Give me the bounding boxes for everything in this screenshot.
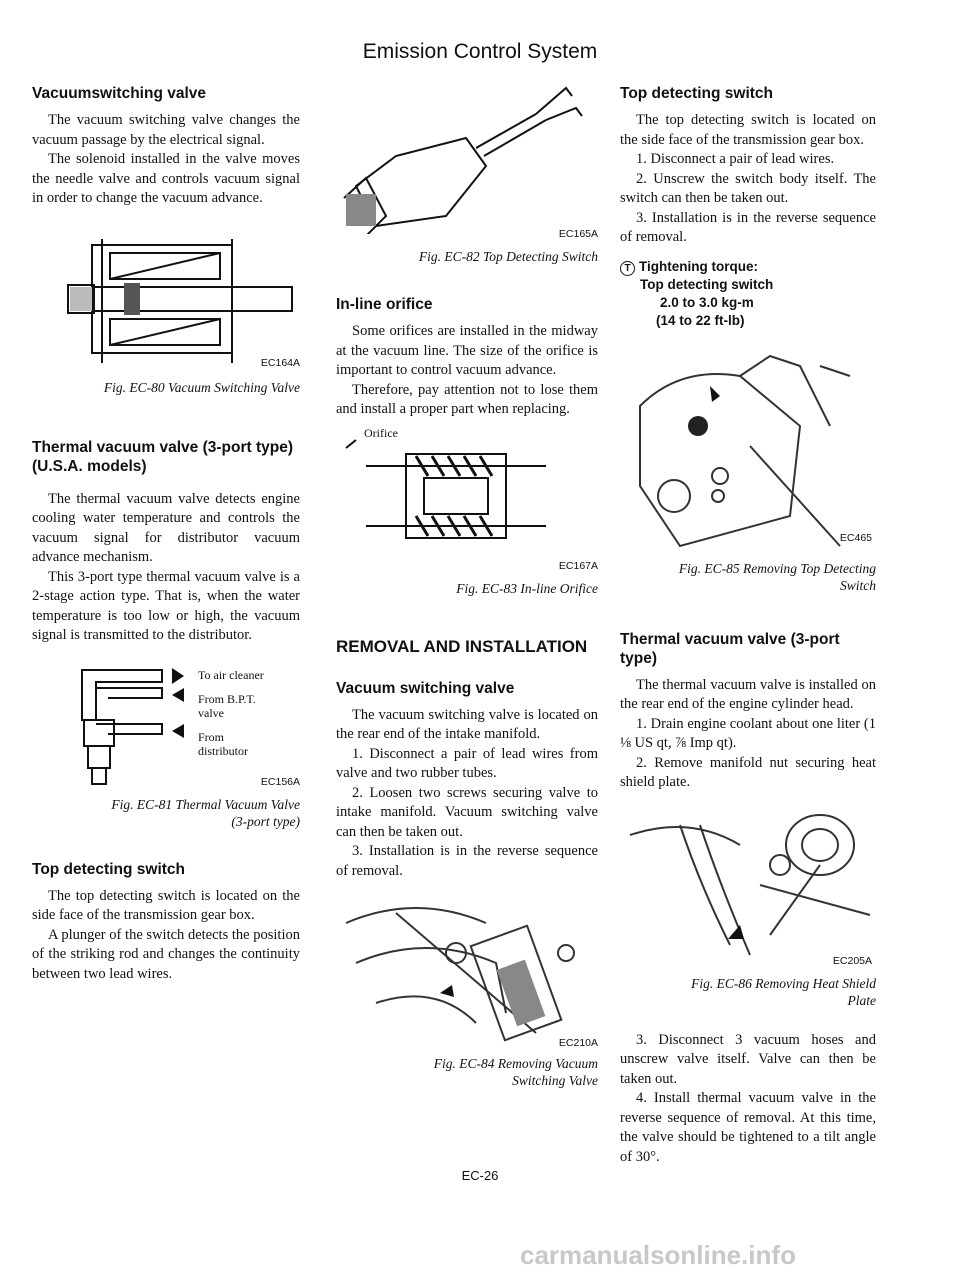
figure-caption-line-2: Plate (847, 992, 876, 1008)
paragraph: The top detecting switch is located on the side face of the transmission gear box. (32, 887, 300, 923)
heading-vacuum-switching-valve: Vacuum switching valve (336, 679, 515, 697)
step: 3. Installation is in the reverse sequence of removal. (620, 209, 876, 245)
heading-thermal-vacuum-valve: Thermal vacuum valve (3-port type) (620, 630, 840, 667)
step: 2. Unscrew the switch body itself. The switch can then be taken out. (620, 170, 876, 206)
paragraph: This 3-port type thermal vacuum valve is a 2-stage action type. That is, when the water temperature is too low or high, the vacuum signal is transmitted to the distributor. (32, 568, 300, 643)
figure-caption: Fig. EC-84 Removing Vacuum (433, 1056, 598, 1071)
figure-caption: Fig. EC-80 Vacuum Switching Valve (103, 379, 300, 395)
figure-code: EC210A (558, 1037, 598, 1049)
page-number: EC-26 (461, 1168, 499, 1183)
torque-icon: T (620, 261, 635, 276)
step: 1. Disconnect a pair of lead wires. (636, 151, 835, 167)
figure-ec85-photo (620, 346, 876, 558)
figure-ec81-diagram (32, 660, 300, 790)
figure-caption-line-2: Switching Valve (512, 1073, 598, 1088)
step: 2. Loosen two screws securing valve to intake manifold. Vacuum switching valve can then be taken out. (336, 784, 598, 840)
heading-removal-and-installation: REMOVAL AND INSTALLATION (336, 636, 588, 656)
figure-ec80-diagram (32, 235, 300, 369)
paragraph: The vacuum switching valve changes the vacuum passage by the electrical signal. (32, 112, 300, 148)
heading-thermal-vacuum-valve: Thermal vacuum valve (3-port type) (U.S.A. models) (32, 438, 293, 475)
figure-code: EC205A (832, 954, 872, 967)
heading-top-detecting-switch: Top detecting switch (620, 85, 773, 102)
step: 4. Install thermal vacuum valve in the reverse sequence of removal. At this time, the valve should be tightened to a tilt angle of 30°. (620, 1090, 876, 1165)
label-from-bpt-valve: From B.P.T. valve (198, 691, 256, 720)
column-2 (336, 76, 598, 1089)
figure-caption: Fig. EC-86 Removing Heat Shield (691, 975, 876, 991)
step: 1. Disconnect a pair of lead wires from valve and two rubber tubes. (336, 745, 598, 781)
column-3 (620, 84, 876, 1167)
figure-ec82-diagram (336, 76, 598, 240)
torque-title: T Tightening torque: (620, 258, 876, 276)
label-from-distributor: From distributor (198, 729, 248, 758)
watermark: carmanualsonline.info (520, 1240, 796, 1270)
torque-value: 2.0 to 3.0 kg-m (660, 294, 754, 310)
torque-value-imperial: (14 to 22 ft-lb) (656, 312, 745, 328)
paragraph: The thermal vacuum valve is installed on the rear end of the engine cylinder head. (620, 676, 876, 712)
figure-code: EC465 (839, 531, 872, 544)
figure-caption: Fig. EC-83 In-line Orifice (456, 580, 598, 596)
label-to-air-cleaner: To air cleaner (198, 667, 264, 682)
step: 2. Remove manifold nut securing heat shield plate. (620, 754, 876, 790)
label-orifice: Orifice (364, 425, 398, 440)
step: 1. Drain engine coolant about one liter (1 ⅛ US qt, ⅞ Imp qt). (620, 715, 876, 751)
heading-top-detecting-switch: Top detecting switch (32, 860, 185, 878)
paragraph: A plunger of the switch detects the position of the striking rod and changes the continuity between two lead wires. (32, 926, 300, 982)
heading-in-line-orifice: In-line orifice (336, 296, 433, 313)
figure-caption: Fig. EC-81 Thermal Vacuum Valve (111, 796, 300, 812)
torque-spec (620, 258, 876, 330)
paragraph: The top detecting switch is located on the side face of the transmission gear box. (620, 112, 876, 148)
figure-code: EC164A (260, 356, 300, 369)
figure-caption: Fig. EC-82 Top Detecting Switch (418, 249, 598, 264)
figure-code: EC165A (558, 228, 598, 240)
figure-code: EC167A (558, 559, 598, 572)
figure-code: EC156A (260, 775, 300, 788)
paragraph: Therefore, pay attention not to lose them and install a proper part when replacing. (336, 381, 598, 417)
paragraph: The solenoid installed in the valve moves the needle valve and controls vacuum signal in order to change the vacuum advance. (32, 151, 300, 206)
step: 3. Installation is in the reverse sequence of removal. (336, 843, 598, 879)
figure-ec86-photo (620, 805, 876, 965)
figure-ec84-photo (336, 893, 598, 1049)
figure-ec83-diagram (336, 425, 598, 572)
paragraph: The thermal vacuum valve detects engine cooling water temperature and controls the vacuum signal for distributor vacuum advance mechanism. (32, 490, 300, 565)
figure-caption-line-2: (3-port type) (231, 813, 300, 829)
step: 3. Disconnect 3 vacuum hoses and unscrew valve itself. Valve can then be taken out. (620, 1031, 876, 1087)
paragraph: The vacuum switching valve is located on the rear end of the intake manifold. (336, 706, 598, 742)
paragraph: Some orifices are installed in the midway at the vacuum line. The size of the orifice is important to control vacuum advance. (336, 323, 598, 378)
figure-caption: Fig. EC-85 Removing Top Detecting (678, 560, 876, 576)
torque-item: Top detecting switch (640, 276, 774, 292)
heading-vacuum-switching-valve: Vacuumswitching valve (32, 85, 207, 102)
column-1 (32, 84, 300, 984)
page-header: Emission Control System (362, 40, 598, 63)
figure-caption-line-2: Switch (840, 577, 876, 593)
